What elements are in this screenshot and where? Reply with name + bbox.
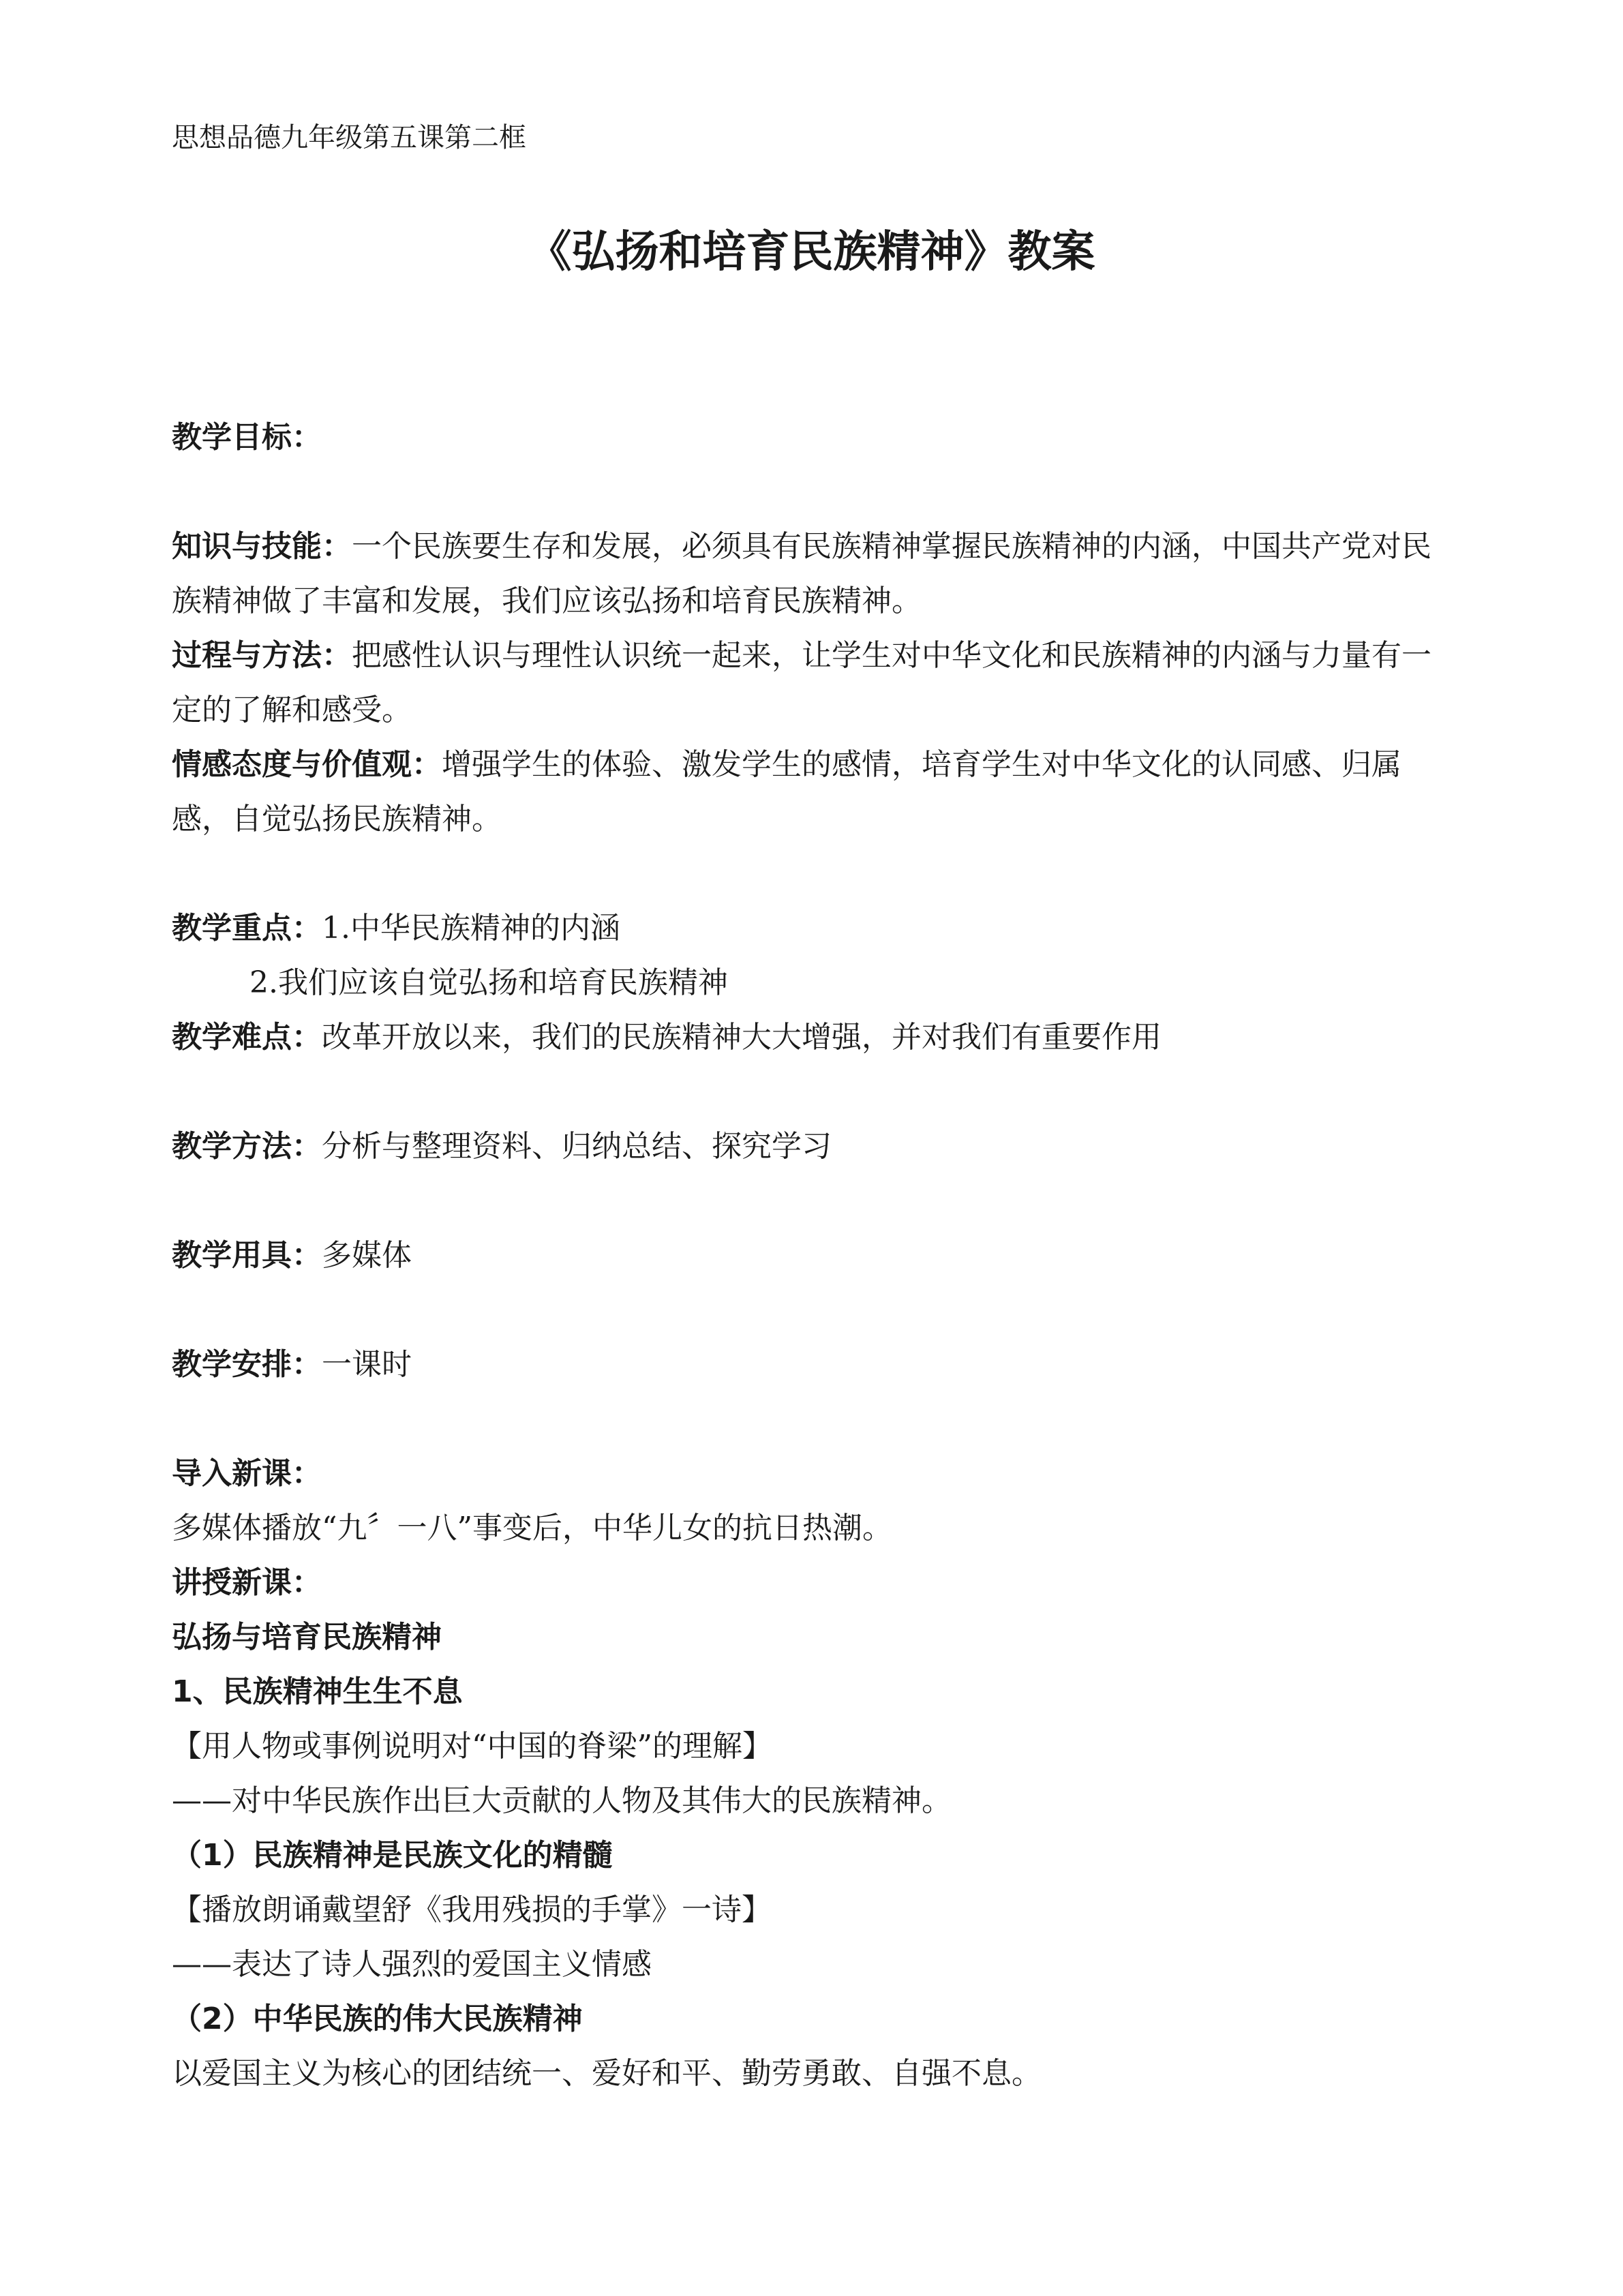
objective-label: 知识与技能： <box>172 529 352 564</box>
objective-knowledge <box>172 519 1453 629</box>
difficulty-line <box>172 1017 1162 1058</box>
method-text: 分析与整理资料、归纳总结、探究学习 <box>322 1129 832 1164</box>
objectives-heading: 教学目标： <box>172 420 322 455</box>
point-title: （2）中华民族的伟大民族精神 <box>172 2002 583 2036</box>
schedule-label: 教学安排： <box>172 1347 322 1382</box>
difficulty-text: 改革开放以来，我们的民族精神大大增强，并对我们有重要作用 <box>322 1020 1162 1055</box>
schedule-line <box>172 1344 412 1385</box>
subsection-title: 1、民族精神生生不息 <box>172 1674 463 1709</box>
body-text: 以爱国主义为核心的团结统一、爱好和平、勤劳勇敢、自强不息。 <box>172 2056 1042 2091</box>
activity-text: 【用人物或事例说明对“中国的脊梁”的理解】 <box>172 1729 772 1764</box>
objective-label: 情感态度与价值观： <box>172 747 442 782</box>
objective-attitude <box>172 738 1453 847</box>
method-label: 教学方法： <box>172 1129 322 1164</box>
method-line <box>172 1126 832 1167</box>
tools-text: 多媒体 <box>322 1238 412 1273</box>
difficulty-label: 教学难点： <box>172 1020 322 1055</box>
point-title: （1）民族精神是民族文化的精髓 <box>172 1838 613 1873</box>
objective-text: 把感性认识与理性认识统一起来，让学生对中华文化和民族精神的内涵与力量有一定的了解和感受。 <box>172 638 1431 727</box>
lecture-heading: 讲授新课： <box>172 1565 322 1600</box>
note-text: ——表达了诗人强烈的爱国主义情感 <box>172 1947 652 1982</box>
page-title: 《弘扬和培育民族精神》教案 <box>528 227 1095 277</box>
objective-text: 增强学生的体验、激发学生的感情，培育学生对中华文化的认同感、归属感，自觉弘扬民族精神。 <box>172 747 1401 836</box>
key-point-item: 1.中华民族精神的内涵 <box>322 911 620 946</box>
tools-label: 教学用具： <box>172 1238 322 1273</box>
intro-text: 多媒体播放“九〞一八”事变后，中华儿女的抗日热潮。 <box>172 1511 892 1545</box>
activity-text: 【播放朗诵戴望舒《我用残损的手掌》一诗】 <box>172 1892 772 1927</box>
objective-text: 一个民族要生存和发展，必须具有民族精神掌握民族精神的内涵，中国共产党对民族精神做了丰富和发展，我们应该弘扬和培育民族精神。 <box>172 529 1431 618</box>
tools-line <box>172 1235 412 1276</box>
section-title: 弘扬与培育民族精神 <box>172 1620 442 1655</box>
objective-process <box>172 629 1453 738</box>
intro-heading: 导入新课： <box>172 1456 322 1491</box>
key-points-label: 教学重点： <box>172 911 322 946</box>
objective-label: 过程与方法： <box>172 638 352 673</box>
note-text: ——对中华民族作出巨大贡献的人物及其伟大的民族精神。 <box>172 1783 952 1818</box>
document-header: 思想品德九年级第五课第二框 <box>172 122 526 153</box>
schedule-text: 一课时 <box>322 1347 412 1382</box>
key-point-item: 2.我们应该自觉弘扬和培育民族精神 <box>249 965 728 1000</box>
key-points-line <box>172 908 620 949</box>
